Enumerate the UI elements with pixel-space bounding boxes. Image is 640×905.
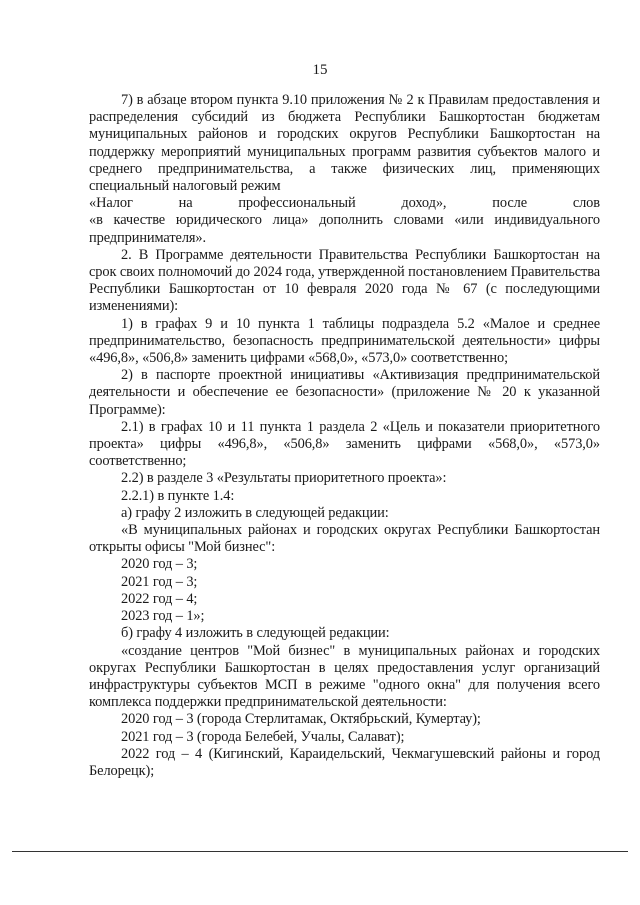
item-2-2-1: 2.2.1) в пункте 1.4: <box>121 487 235 504</box>
page-number: 15 <box>312 62 328 78</box>
item-2-2: 2.2) в разделе 3 «Результаты приоритетного проекта»: <box>121 470 447 487</box>
item-1: 1) в графах 9 и 10 пункта 1 таблицы подраздела 5.2 «Малое и среднее предпринимательство, безопасность предпринимательской деятельности» цифры «496,8», «506,8» заменить цифрами «568,0», «573,0» соответственно; <box>89 315 600 367</box>
word: на <box>178 195 193 212</box>
word: «Налог <box>89 195 133 212</box>
year-line: 2020 год – 3; <box>121 556 198 573</box>
year-line: 2022 год – 4; <box>121 590 198 607</box>
year-line: 2021 год – 3 (города Белебей, Учалы, Салават); <box>121 728 405 745</box>
quote-offices: «В муниципальных районах и городских округах Республики Башкортостан открыты офисы "Мой бизнес": <box>89 522 600 556</box>
year-line: 2022 год – 4 (Кигинский, Караидельский, Чекмагушевский районы и город Белорецк); <box>89 745 600 779</box>
paragraph-7-end: «в качестве юридического лица» дополнить словами «или индивидуального предпринимателя». <box>89 212 600 246</box>
item-a: а) графу 2 изложить в следующей редакции: <box>121 504 389 521</box>
item-b: б) графу 4 изложить в следующей редакции: <box>121 625 390 642</box>
item-2-1: 2.1) в графах 10 и 11 пункта 1 раздела 2 «Цель и показатели приоритетного проекта» цифры «496,8», «506,8» заменить цифрами «568,0», «573,0» соответственно; <box>89 418 600 470</box>
item-2: 2) в паспорте проектной инициативы «Активизация предпринимательской деятельности и обеспечение ее безопасности» (приложение № 20 к указанной Программе): <box>89 367 600 418</box>
paragraph-7: 7) в абзаце втором пункта 9.10 приложения № 2 к Правилам предоставления и распределения субсидий из бюджета Республики Башкортостан бюджетам муниципальных районов и городских округов Республики Башкортостан на поддержку мероприятий муниципальных программ развития субъектов малого и среднего предпринимательства, а также физических лиц, применяющих специальный налоговый режим <box>89 92 600 195</box>
paragraph-2-program: 2. В Программе деятельности Правительства Республики Башкортостан на срок своих полномочий до 2024 года, утвержденной постановлением Правительства Республики Башкортостан от 10 февраля 2020 года № 67 (с последующими изменениями): <box>89 246 600 315</box>
year-line: 2023 год – 1»; <box>121 608 205 625</box>
word: после <box>492 195 527 212</box>
document-body <box>89 92 600 780</box>
word: слов <box>572 195 600 212</box>
word: доход», <box>401 195 447 212</box>
quote-centers: «создание центров "Мой бизнес" в муниципальных районах и городских округах Республики Башкортостан в целях предоставления услуг организаций инфраструктуры субъектов МСП в режиме "одного окна" для получения всего комплекса поддержки предпринимательской деятельности: <box>89 642 600 711</box>
year-line: 2020 год – 3 (города Стерлитамак, Октябрьский, Кумертау); <box>121 711 481 728</box>
year-line: 2021 год – 3; <box>121 573 198 590</box>
word: профессиональный <box>238 195 356 212</box>
paragraph-7-spread-line <box>89 195 600 212</box>
footer-divider <box>12 851 628 852</box>
